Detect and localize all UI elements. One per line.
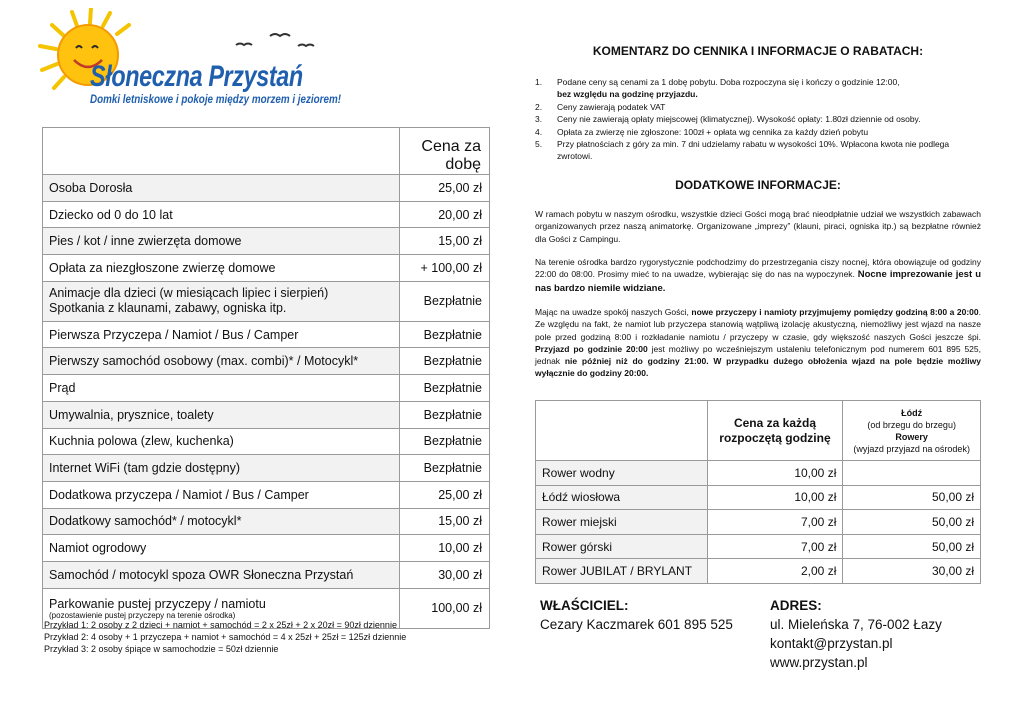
price-header: Cena za dobę — [400, 128, 490, 175]
price-label: Dziecko od 0 do 10 lat — [43, 201, 400, 228]
website-link[interactable]: www.przystan.pl — [770, 655, 868, 670]
email-link[interactable]: kontakt@przystan.pl — [770, 636, 893, 651]
rental-table — [535, 400, 981, 584]
price-note: (pozostawienie pustej przyczepy na terenie ośrodka) — [49, 610, 236, 620]
owner-block — [540, 596, 733, 634]
rental-item: Rower miejski — [536, 510, 708, 535]
price-label: Kuchnia polowa (zlew, kuchenka) — [43, 428, 400, 455]
price-value: Bezpłatnie — [400, 321, 490, 348]
comment-item: 5. Przy płatnościach z góry za min. 7 dni udzielamy rabatu w wysokości 10%. Wpłacona kwota nie podlega zwrotowi. — [535, 139, 950, 162]
price-value: 25,00 zł — [400, 175, 490, 202]
price-label: Osoba Dorosła — [43, 175, 400, 202]
rental-other: 50,00 zł — [843, 485, 981, 510]
example-line: Przykład 2: 4 osoby + 1 przyczepa + namiot + samochód = 4 x 25zł + 25zł = 125zł dziennie — [44, 632, 407, 642]
address-line: ul. Mieleńska 7, 76-002 Łazy — [770, 617, 942, 632]
rental-hour: 2,00 zł — [707, 559, 843, 584]
price-label-line2: Spotkania z klaunami, zabawy, ogniska itp. — [49, 301, 287, 316]
price-value: Bezpłatnie — [400, 401, 490, 428]
price-value: Bezpłatnie — [400, 375, 490, 402]
price-value: 15,00 zł — [400, 508, 490, 535]
price-label: Parkowanie pustej przyczepy / namiotu — [49, 596, 266, 611]
price-value: 30,00 zł — [400, 561, 490, 588]
example-line: Przykład 3: 2 osoby śpiące w samochodzie = 50zł dziennie — [44, 644, 279, 654]
address-label: ADRES: — [770, 598, 822, 613]
price-label: Pierwszy samochód osobowy (max. combi)* / Motocykl* — [43, 348, 400, 375]
price-value: Bezpłatnie — [400, 428, 490, 455]
owner-value: Cezary Kaczmarek 601 895 525 — [540, 617, 733, 632]
price-value: 10,00 zł — [400, 535, 490, 562]
logo — [30, 8, 341, 108]
rental-hour: 7,00 zł — [707, 510, 843, 535]
price-table — [42, 127, 490, 629]
additional-title: DODATKOWE INFORMACJE: — [675, 178, 841, 192]
additional-paragraph-1: W ramach pobytu w naszym ośrodku, wszystkie dzieci Gości mogą brać nieodpłatnie udział we wszystkich zabawach organizowanych przez naszą animatorkę. Organizowane „imprezy” (klauni, piraci, ogniska itp.) są bezpłatne również dla Gości z Campingu. — [535, 209, 981, 244]
price-value: 15,00 zł — [400, 228, 490, 255]
example-line: Przykład 1: 2 osoby z 2 dzieci + namiot + samochód = 2 x 25zł + 2 x 20zł = 90zł dziennie — [44, 620, 397, 630]
rental-hour: 7,00 zł — [707, 534, 843, 559]
rental-hour: 10,00 zł — [707, 461, 843, 486]
rental-item: Rower JUBILAT / BRYLANT — [536, 559, 708, 584]
rental-hour: 10,00 zł — [707, 485, 843, 510]
price-value: 100,00 zł — [400, 588, 490, 628]
price-label: Samochód / motocykl spoza OWR Słoneczna Przystań — [43, 561, 400, 588]
price-label: Opłata za niezgłoszone zwierzę domowe — [43, 255, 400, 282]
price-value: Bezpłatnie — [400, 348, 490, 375]
rental-header-hour: Cena za każdą rozpoczętą godzinę — [707, 401, 843, 461]
rental-item: Rower wodny — [536, 461, 708, 486]
price-label: Dodatkowa przyczepa / Namiot / Bus / Camper — [43, 481, 400, 508]
comments-title: KOMENTARZ DO CENNIKA I INFORMACJE O RABATACH: — [592, 44, 924, 58]
price-label: Umywalnia, prysznice, toalety — [43, 401, 400, 428]
rental-item: Rower górski — [536, 534, 708, 559]
price-label: Prąd — [43, 375, 400, 402]
rental-other: 50,00 zł — [843, 534, 981, 559]
price-value: Bezpłatnie — [400, 281, 490, 321]
rental-item: Łódź wiosłowa — [536, 485, 708, 510]
price-label: Pierwsza Przyczepa / Namiot / Bus / Camper — [43, 321, 400, 348]
comment-item: 2. Ceny zawierają podatek VAT — [535, 101, 666, 112]
additional-paragraph-3: Mając na uwadze spokój naszych Gości, nowe przyczepy i namioty przyjmujemy pomiędzy godziną 8:00 a 20:00. Ze względu na fakt, że namiot lub przyczepa stanowią wątpliwą izolację akustyczną, niemożliwy jest wjazd na nasze pole przed godziną 8:00 i rozkładanie namiotu / przyczepy w czasie, gdy większość naszych Gości jeszcze śpi. Przyjazd po godzinie 20:00 jest możliwy po wcześniejszym ustaleniu telefonicznym pod numerem 601 895 525, jednak nie później niż do godziny 21:00. W przypadku dużego obłożenia wjazd na pole będzie możliwy wyłącznie do godziny 20:00. — [535, 307, 981, 379]
logo-subtitle: Domki letniskowe i pokoje między morzem i jeziorem! — [90, 92, 341, 106]
additional-paragraph-2: Na terenie ośrodka bardzo rygorystycznie podchodzimy do przestrzegania ciszy nocnej, która obowiązuje od godziny 22:00 do 08:00. Prosimy mieć to na uwadze, wybierając się do nas na wypoczynek. Nocne imprezowanie jest u nas bardzo niemile widziane. — [535, 257, 981, 294]
rental-other — [843, 461, 981, 486]
price-value: Bezpłatnie — [400, 455, 490, 482]
price-value: + 100,00 zł — [400, 255, 490, 282]
comment-item: 1. Podane ceny są cenami za 1 dobę pobytu. Doba rozpoczyna się i kończy o godzinie 12:00, bez względu na godzinę przyjazdu. — [535, 77, 900, 100]
comment-item: 3. Ceny nie zawierają opłaty miejscowej (klimatycznej). Wysokość opłaty: 1.80zł dziennie od osoby. — [535, 114, 921, 125]
comments-list — [535, 76, 981, 163]
price-value: 25,00 zł — [400, 481, 490, 508]
rental-other: 30,00 zł — [843, 559, 981, 584]
examples — [44, 619, 406, 655]
rental-other: 50,00 zł — [843, 510, 981, 535]
price-value: 20,00 zł — [400, 201, 490, 228]
price-label: Pies / kot / inne zwierzęta domowe — [43, 228, 400, 255]
address-block — [770, 596, 942, 672]
price-label: Dodatkowy samochód* / motocykl* — [43, 508, 400, 535]
owner-label: WŁAŚCICIEL: — [540, 598, 629, 613]
comment-item: 4. Opłata za zwierzę nie zgłoszone: 100zł + opłata wg cennika za każdy dzień pobytu — [535, 126, 869, 137]
logo-title: Słoneczna Przystań — [90, 60, 303, 93]
price-label: Animacje dla dzieci (w miesiącach lipiec i sierpień) — [49, 286, 329, 301]
rental-header-other: Łódź (od brzegu do brzegu) Rowery (wyjazd przyjazd na ośrodek) — [843, 401, 981, 461]
price-label: Namiot ogrodowy — [43, 535, 400, 562]
price-label-multi — [43, 281, 400, 321]
price-label: Internet WiFi (tam gdzie dostępny) — [43, 455, 400, 482]
